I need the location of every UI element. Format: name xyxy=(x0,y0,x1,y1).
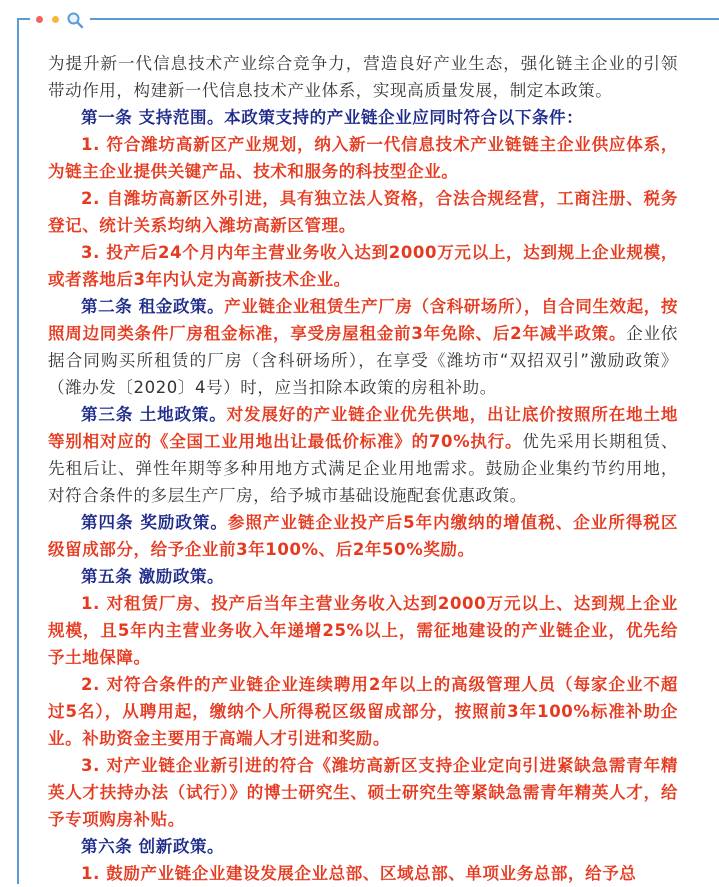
article-2-paragraph xyxy=(48,293,678,401)
article-5-title: 第五条 激励政策。 xyxy=(81,567,225,586)
yellow-dot-icon xyxy=(52,16,59,23)
intro-paragraph: 为提升新一代信息技术产业综合竞争力，营造良好产业生态，强化链主企业的引领带动作用，构建新一代信息技术产业体系，实现高质量发展，制定本政策。 xyxy=(48,54,678,100)
article-3-text: 优先采用长期租赁、先租后让、弹性年期等多种用地方式满足企业用地需求。鼓励企业集约节约用地，对符合条件的多层生产厂房，给予城市基础设施配套优惠政策。 xyxy=(48,432,678,505)
frame-left-border xyxy=(17,18,19,884)
header-decoration xyxy=(30,8,90,34)
article-6-title: 第六条 创新政策。 xyxy=(81,837,225,856)
article-3-title: 第三条 土地政策。 xyxy=(81,405,227,424)
article-2-title: 第二条 租金政策。 xyxy=(81,297,225,316)
red-dot-icon xyxy=(36,16,43,23)
article-4-title: 第四条 奖励政策。 xyxy=(81,513,228,532)
article-1-item-1: 1. 符合潍坊高新区产业规划，纳入新一代信息技术产业链链主企业供应体系，为链主企业提供关键产品、技术和服务的科技型企业。 xyxy=(48,135,678,181)
magnifier-icon xyxy=(66,11,84,29)
article-2-text: 企业依据合同购买所租赁的厂房（含科研场所），在享受《潍坊市“双招双引”激励政策》（潍办发〔2020〕4号）时，应当扣除本政策的房租补助。 xyxy=(48,324,678,397)
article-4-emphasis: 参照产业链企业投产后5年内缴纳的增值税、企业所得税区级留成部分，给予企业前3年100%、后2年50%奖励。 xyxy=(48,513,678,559)
article-6-item-1: 1. 鼓励产业链企业建设发展企业总部、区域总部、单项业务总部，给予总 xyxy=(81,864,637,883)
article-4-paragraph xyxy=(48,509,678,563)
frame-top-border xyxy=(17,18,719,20)
article-1-title: 第一条 支持范围。本政策支持的产业链企业应同时符合以下条件： xyxy=(81,108,584,127)
article-1-item-3: 3. 投产后24个月内年主营业务收入达到2000万元以上，达到规上企业规模，或者落地后3年内认定为高新技术企业。 xyxy=(48,243,678,289)
article-body xyxy=(48,50,678,887)
article-3-paragraph xyxy=(48,401,678,509)
article-3-emphasis: 对发展好的产业链企业优先供地，出让底价按照所在地土地等别相对应的《全国工业用地出让最低价标准》的70%执行。 xyxy=(48,405,678,451)
article-5-item-2: 2. 对符合条件的产业链企业连续聘用2年以上的高级管理人员（每家企业不超过5名），从聘用起，缴纳个人所得税区级留成部分，按照前3年100%标准补助企业。补助资金主要用于高端人才引进和奖励。 xyxy=(48,675,678,748)
article-1-item-2: 2. 自潍坊高新区外引进，具有独立法人资格，合法合规经营，工商注册、税务登记、统计关系均纳入潍坊高新区管理。 xyxy=(48,189,678,235)
article-5-item-3: 3. 对产业链企业新引进的符合《潍坊高新区支持企业定向引进紧缺急需青年精英人才扶持办法（试行）》的博士研究生、硕士研究生等紧缺急需青年精英人才，给予专项购房补贴。 xyxy=(48,756,678,829)
article-5-item-1: 1. 对租赁厂房、投产后当年主营业务收入达到2000万元以上、达到规上企业规模，且5年内主营业务收入年递增25%以上，需征地建设的产业链企业，优先给予土地保障。 xyxy=(48,594,678,667)
article-2-emphasis: 产业链企业租赁生产厂房（含科研场所），自合同生效起，按照周边同类条件厂房租金标准，享受房屋租金前3年免除、后2年减半政策。 xyxy=(48,297,678,343)
